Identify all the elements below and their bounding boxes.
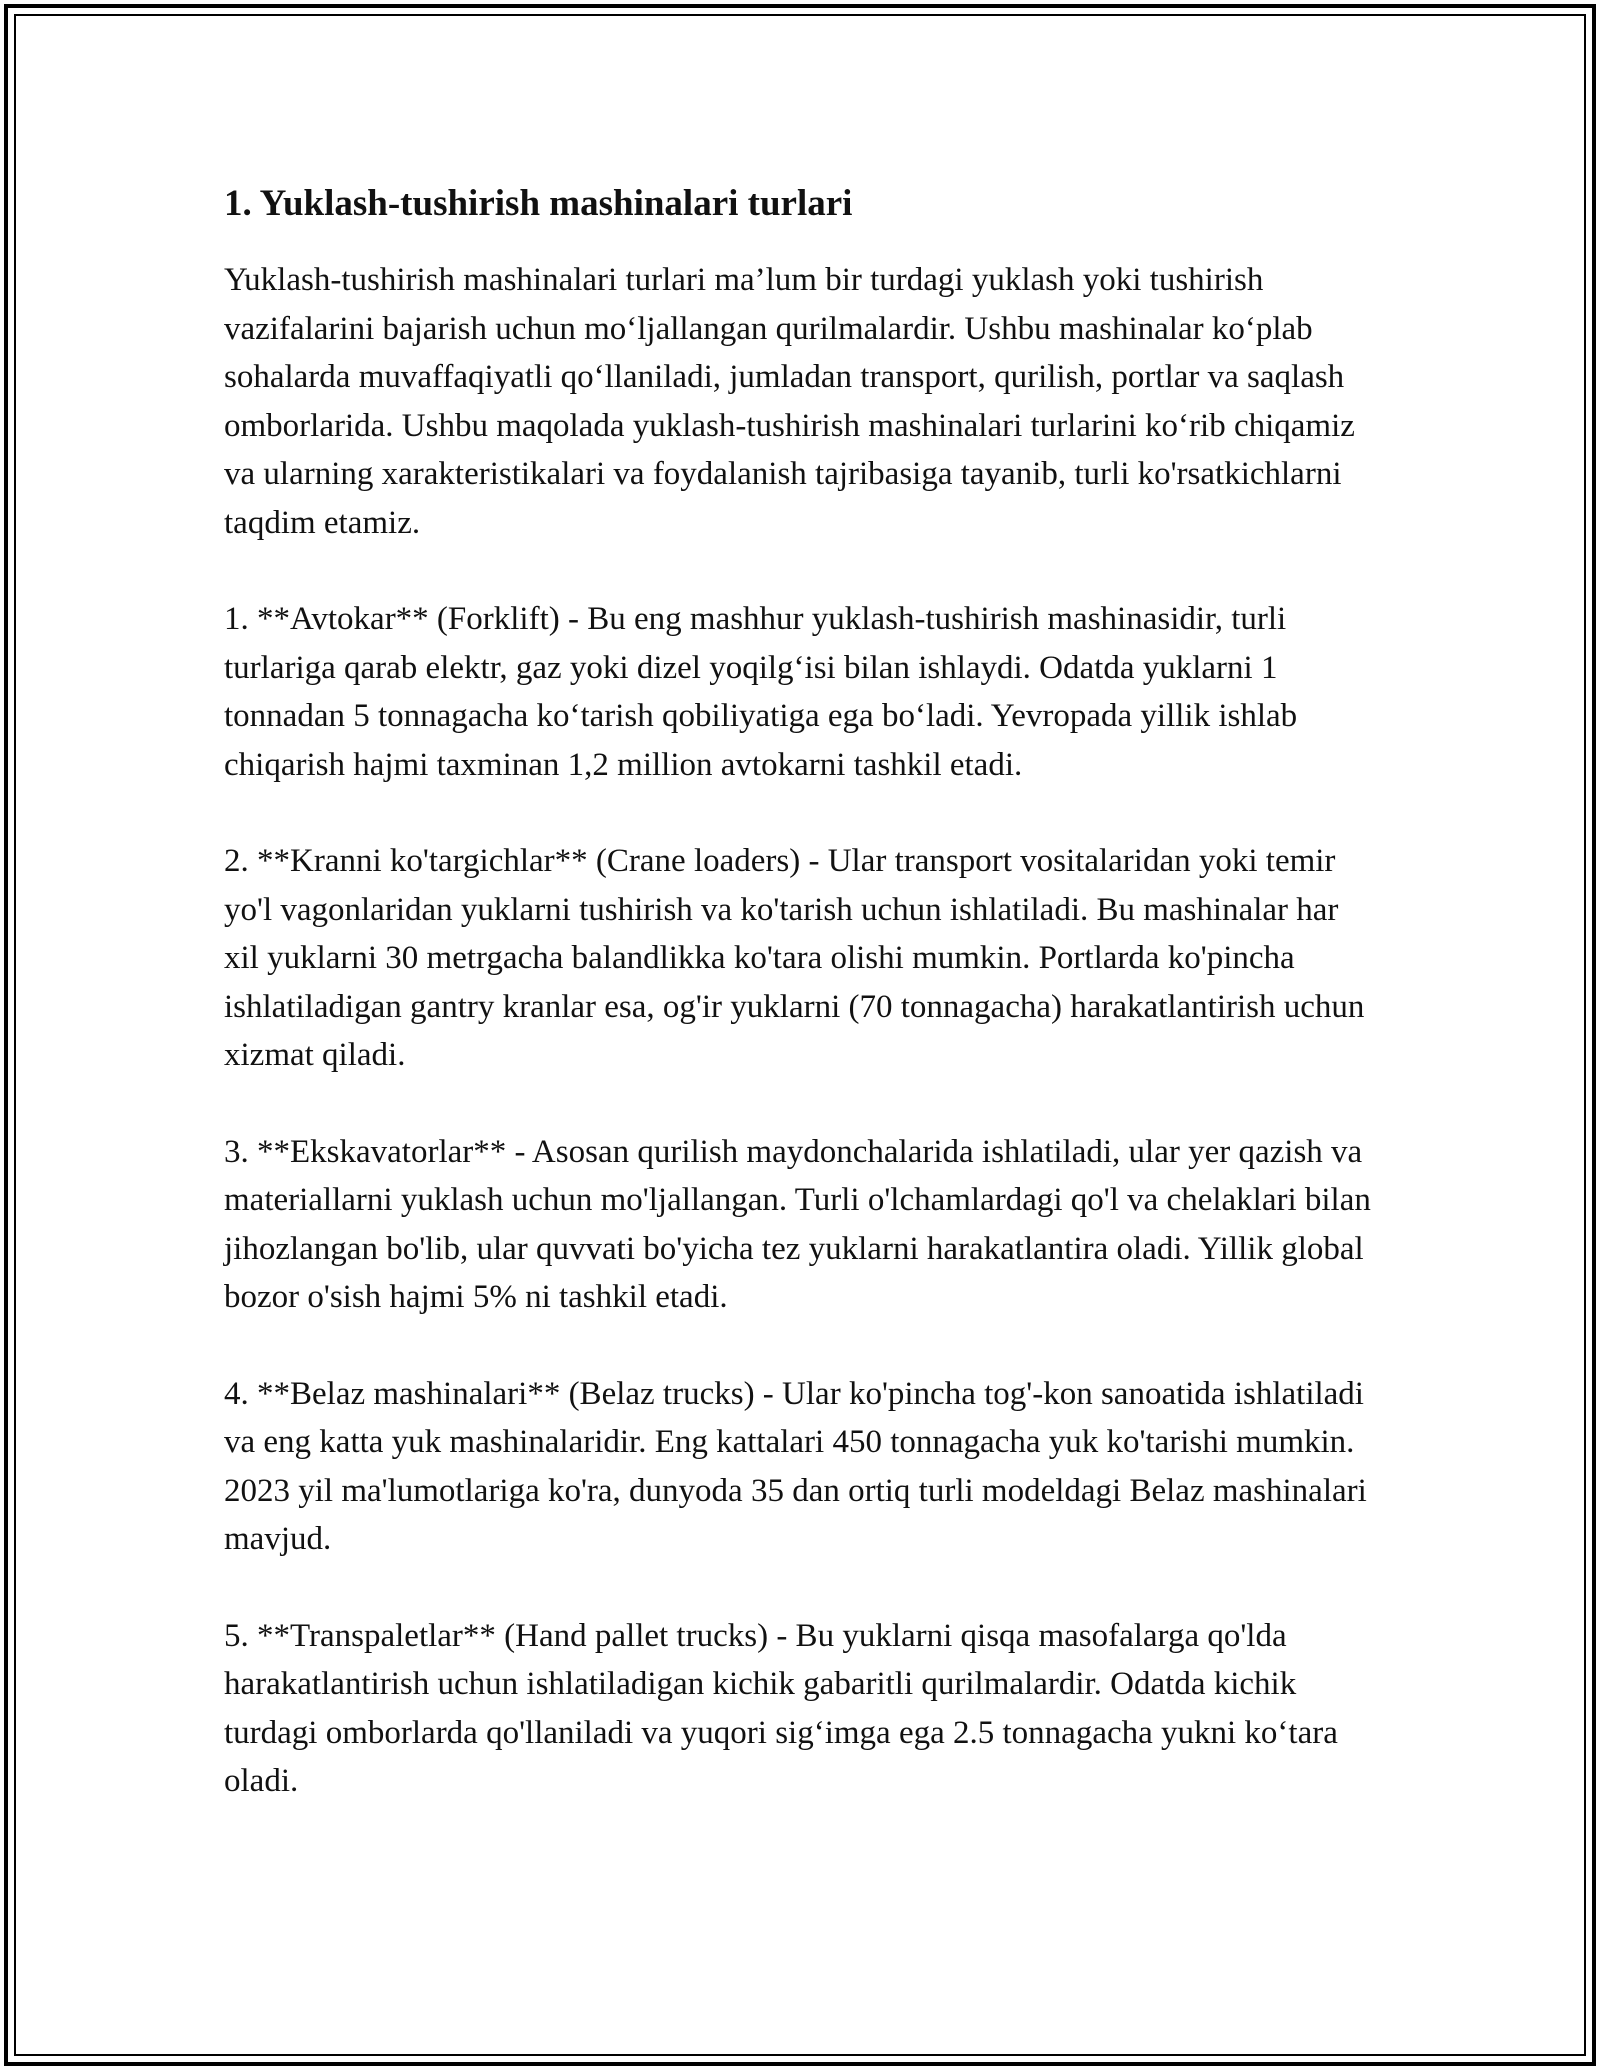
paragraph-hand-pallet-trucks: 5. **Transpaletlar** (Hand pallet trucks) - Bu yuklarni qisqa masofalarga qo'lda harakatlantirish uchun ishlatiladigan kichik gabaritli qurilmalardir. Odatda kichik turdagi omborlarda qo'llaniladi va yuqori sig‘imga ega 2.5 tonnagacha yukni ko‘tara oladi. bbox=[224, 1617, 1338, 1800]
document-body bbox=[224, 180, 1374, 1854]
paragraph-forklift: 1. **Avtokar** (Forklift) - Bu eng mashhur yuklash-tushirish mashinasidir, turli turlariga qarab elektr, gaz yoki dizel yoqilg‘isi bilan ishlaydi. Odatda yuklarni 1 tonnadan 5 tonnagacha ko‘tarish qobiliyatiga ega bo‘ladi. Yevropada yillik ishlab chiqarish hajmi taxminan 1,2 million avtokarni tashkil etadi. bbox=[224, 601, 1298, 783]
paragraph-belaz-trucks: 4. **Belaz mashinalari** (Belaz trucks) - Ular ko'pincha tog'-kon sanoatida ishlatiladi va eng katta yuk mashinalaridir. Eng kattalari 450 tonnagacha yuk ko'tarishi mumkin. 2023 yil ma'lumotlariga ko'ra, dunyoda 35 dan ortiq turli modeldagi Belaz mashinalari mavjud. bbox=[224, 1375, 1367, 1558]
paragraph-excavators: 3. **Ekskavatorlar** - Asosan qurilish maydonchalarida ishlatiladi, ular yer qazish va materiallarni yuklash uchun mo'ljallangan. Turli o'lchamlardagi qo'l va chelaklari bilan jihozlangan bo'lib, ular quvvati bo'yicha tez yuklarni harakatlantira oladi. Yillik global bozor o'sish hajmi 5% ni tashkil etadi. bbox=[224, 1133, 1371, 1316]
document-title: 1. Yuklash-tushirish mashinalari turlari bbox=[224, 183, 853, 224]
intro-paragraph: Yuklash-tushirish mashinalari turlari ma’lum bir turdagi yuklash yoki tushirish vazifalarini bajarish uchun mo‘ljallangan qurilmalardir. Ushbu mashinalar ko‘plab sohalarda muvaffaqiyatli qo‘llaniladi, jumladan transport, qurilish, portlar va saqlash omborlarida. Ushbu maqolada yuklash-tushirish mashinalari turlarini ko‘rib chiqamiz va ularning xarakteristikalari va foydalanish tajribasiga tayanib, turli ko'rsatkichlarni taqdim etamiz. bbox=[224, 262, 1355, 541]
paragraph-crane-loaders: 2. **Kranni ko'targichlar** (Crane loaders) - Ular transport vositalaridan yoki temir yo'l vagonlaridan yuklarni tushirish va ko'tarish uchun ishlatiladi. Bu mashinalar har xil yuklarni 30 metrgacha balandlikka ko'tara olishi mumkin. Portlarda ko'pincha ishlatiladigan gantry kranlar esa, og'ir yuklarni (70 tonnagacha) harakatlantirish uchun xizmat qiladi. bbox=[224, 843, 1365, 1074]
